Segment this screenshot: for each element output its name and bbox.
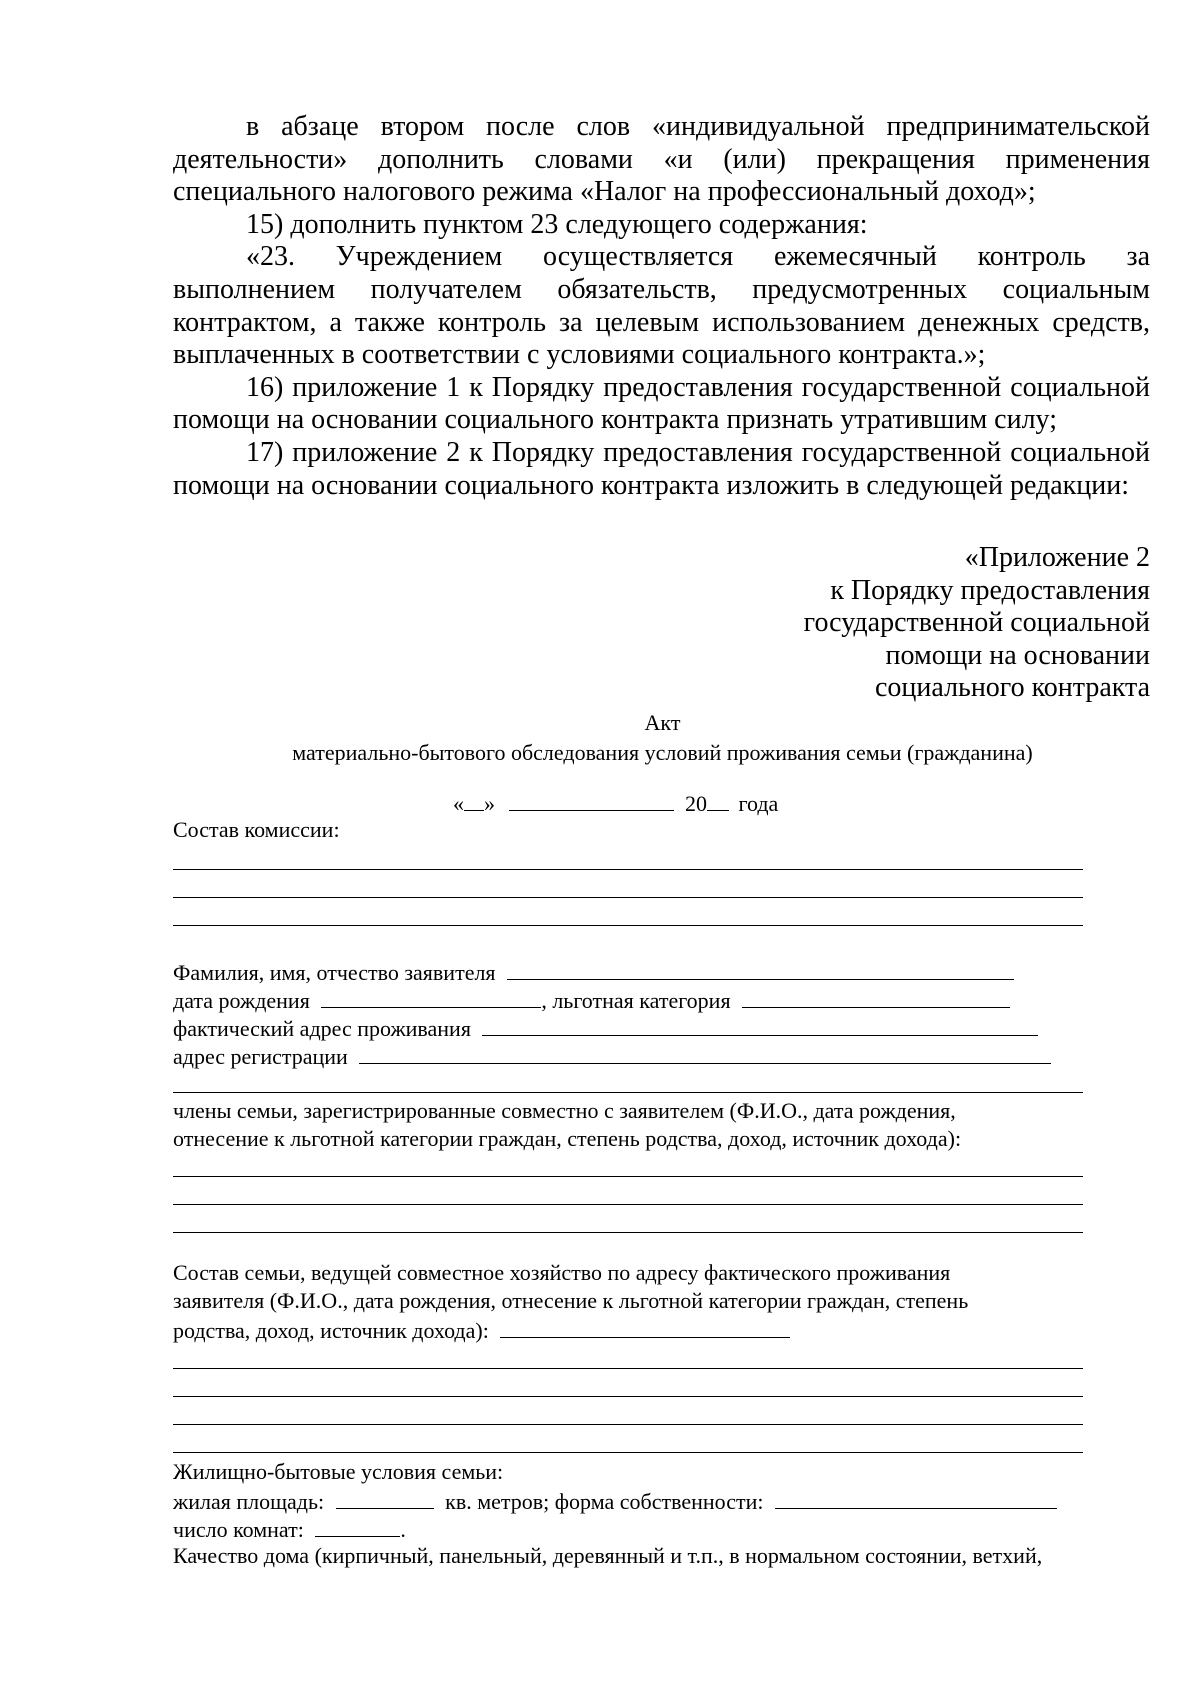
- rooms-end: .: [400, 1517, 406, 1542]
- household-line-4[interactable]: [173, 1452, 1083, 1453]
- birth-date-label: дата рождения: [173, 988, 310, 1013]
- actual-address-label: фактический адрес проживания: [173, 1016, 471, 1041]
- actual-address-field[interactable]: [482, 1013, 1038, 1036]
- registration-address-label: адрес регистрации: [173, 1044, 348, 1069]
- amendments-text: [173, 111, 1150, 502]
- registration-address-row: [173, 1041, 1051, 1071]
- family-members-text-2: отнесение к льготной категории граждан, степень родства, доход, источник дохода):: [173, 1126, 962, 1151]
- family-members-line-2[interactable]: [173, 1204, 1083, 1205]
- rooms-label: число комнат:: [173, 1517, 304, 1542]
- birth-category-row: [173, 985, 1010, 1015]
- applicant-name-label: Фамилия, имя, отчество заявителя: [173, 960, 496, 985]
- appendix-line-4: помощи на основании: [885, 639, 1150, 671]
- commission-line-1[interactable]: [173, 869, 1083, 870]
- commission-label: Состав комиссии:: [173, 817, 340, 842]
- year-blank[interactable]: [707, 788, 729, 811]
- paragraph-1: в абзаце втором после слов «индивидуальной предпринимательской деятельности» дополнить словами «и (или) прекращения применения специального налогового режима «Налог на профессиональный доход»;: [173, 111, 1150, 208]
- appendix-line-1: «Приложение 2: [964, 542, 1150, 573]
- act-title: Акт: [644, 710, 681, 735]
- household-line-3[interactable]: [173, 1424, 1083, 1425]
- registration-address-field[interactable]: [359, 1041, 1051, 1064]
- living-area-label: жилая площадь:: [173, 1489, 325, 1514]
- paragraph-4: 16) приложение 1 к Порядку предоставления государственной социальной помощи на основании социального контракта признать утратившим силу;: [173, 371, 1150, 436]
- paragraph-2: 15) дополнить пунктом 23 следующего содержания:: [246, 208, 868, 240]
- house-quality-text: Качество дома (кирпичный, панельный, деревянный и т.п., в нормальном состоянии, ветхий,: [173, 1543, 1043, 1568]
- living-area-row: [173, 1486, 1057, 1516]
- act-date-line: [453, 788, 778, 818]
- appendix-line-5: социального контракта: [875, 672, 1150, 704]
- actual-address-row: [173, 1013, 1038, 1043]
- act-subtitle: материально-бытового обследования условий проживания семьи (гражданина): [292, 740, 1033, 765]
- year-suffix: года: [738, 791, 779, 816]
- category-label: , льготная категория: [541, 988, 731, 1013]
- household-line-2[interactable]: [173, 1396, 1083, 1397]
- household-text-2: заявителя (Ф.И.О., дата рождения, отнесение к льготной категории граждан, степень: [173, 1288, 969, 1313]
- family-members-text-1: члены семьи, зарегистрированные совместно с заявителем (Ф.И.О., дата рождения,: [173, 1098, 956, 1123]
- commission-line-3[interactable]: [173, 925, 1083, 926]
- category-field[interactable]: [742, 985, 1010, 1008]
- year-prefix: 20: [685, 791, 707, 816]
- appendix-line-2: к Порядку предоставления: [830, 574, 1150, 606]
- applicant-name-row: [173, 957, 1014, 987]
- rooms-row: [173, 1514, 406, 1544]
- rooms-field[interactable]: [315, 1514, 400, 1537]
- date-close-quote: »: [484, 791, 495, 816]
- family-members-line-1[interactable]: [173, 1176, 1083, 1177]
- household-field[interactable]: [500, 1315, 790, 1338]
- month-blank[interactable]: [509, 788, 674, 811]
- household-text-3: родства, доход, источник дохода):: [173, 1318, 489, 1343]
- sq-meters-label: кв. метров; форма собственности:: [445, 1489, 764, 1514]
- registration-address-line-2[interactable]: [173, 1092, 1083, 1093]
- living-conditions-label: Жилищно-бытовые условия семьи:: [173, 1459, 504, 1484]
- applicant-name-field[interactable]: [507, 957, 1014, 980]
- family-members-line-3[interactable]: [173, 1232, 1083, 1233]
- household-text-3-row: [173, 1315, 790, 1345]
- birth-date-field[interactable]: [321, 985, 541, 1008]
- day-blank[interactable]: [464, 788, 484, 811]
- ownership-form-field[interactable]: [775, 1486, 1057, 1509]
- commission-line-2[interactable]: [173, 897, 1083, 898]
- household-text-1: Состав семьи, ведущей совместное хозяйство по адресу фактического проживания: [173, 1260, 951, 1285]
- paragraph-3: «23. Учреждением осуществляется ежемесячный контроль за выполнением получателем обязательств, предусмотренных социальным контрактом, а также контроль за целевым использованием денежных средств, выплаченных в соответствии с условиями социального контракта.»;: [173, 241, 1150, 371]
- appendix-header: [550, 542, 1150, 705]
- appendix-line-3: государственной социальной: [803, 607, 1150, 639]
- date-open-quote: «: [453, 791, 464, 816]
- paragraph-5: 17) приложение 2 к Порядку предоставления государственной социальной помощи на основании социального контракта изложить в следующей редакции:: [173, 436, 1150, 501]
- living-area-field[interactable]: [336, 1486, 434, 1509]
- household-line-1[interactable]: [173, 1368, 1083, 1369]
